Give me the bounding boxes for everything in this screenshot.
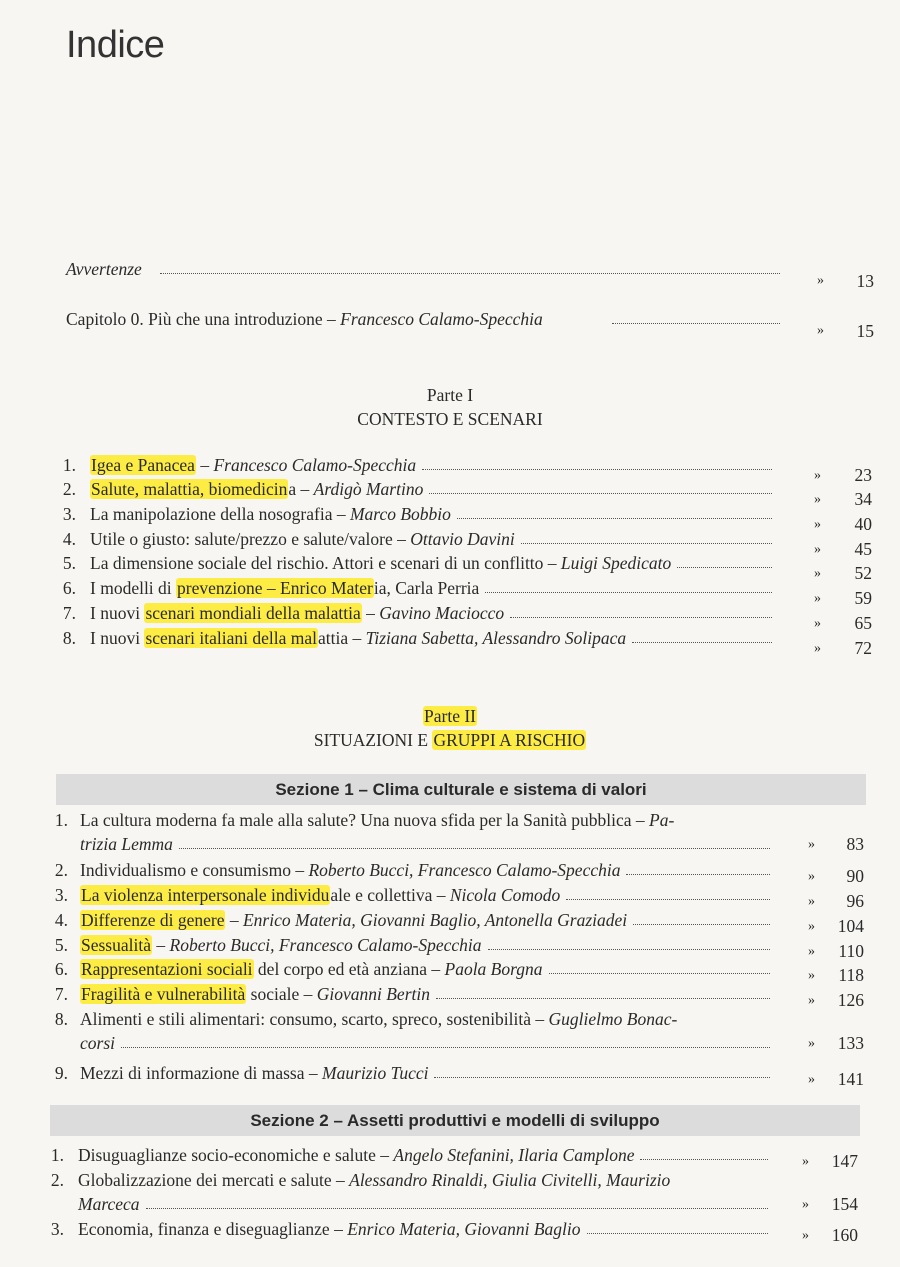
entry-title: Globalizzazione dei mercati e salute – bbox=[78, 1170, 350, 1190]
raquo: » bbox=[814, 468, 821, 483]
entry-author: Enrico Materia, Giovanni Baglio, Antonella Graziadei bbox=[242, 910, 628, 930]
entry-title-line-1 bbox=[80, 808, 674, 832]
entry-author: Nicola Comodo bbox=[449, 885, 561, 905]
entry-title: I nuovi bbox=[90, 603, 145, 623]
entry-author: Alessandro Rinaldi, Giulia Civitelli, Maurizio bbox=[349, 1170, 671, 1190]
entry-text-wrap bbox=[90, 477, 423, 501]
leader-dots bbox=[121, 1047, 770, 1048]
entry-text-wrap bbox=[90, 527, 515, 551]
entry-text-wrap bbox=[80, 982, 430, 1006]
entry-text: – bbox=[195, 455, 214, 475]
page-number: 141 bbox=[837, 1069, 864, 1089]
entry-number: 3. bbox=[62, 504, 76, 524]
entry-title: Individualismo e consumismo – bbox=[80, 860, 309, 880]
leader-dots bbox=[612, 323, 780, 324]
entry-highlighted-text: scenari mondiali della malattia bbox=[145, 603, 361, 623]
raquo: » bbox=[802, 1154, 809, 1169]
page-number: 160 bbox=[831, 1225, 858, 1245]
part-2-label: Parte II bbox=[424, 706, 476, 726]
page-number: 154 bbox=[831, 1194, 858, 1214]
entry-text-wrap bbox=[80, 858, 620, 882]
entry-text: sociale – bbox=[246, 984, 317, 1004]
page-number: 72 bbox=[854, 638, 872, 658]
entry-title: Avvertenze bbox=[66, 259, 142, 279]
entry-author: Marceca bbox=[78, 1194, 140, 1214]
raquo: » bbox=[814, 517, 821, 532]
page-number: 23 bbox=[854, 465, 872, 485]
toc-entry[interactable] bbox=[0, 1168, 900, 1214]
raquo: » bbox=[814, 492, 821, 507]
entry-text-wrap bbox=[90, 551, 671, 575]
entry-text: – bbox=[361, 603, 380, 623]
page-title: Indice bbox=[66, 24, 165, 66]
page-number: 110 bbox=[838, 941, 864, 961]
raquo: » bbox=[814, 566, 821, 581]
leader-dots bbox=[521, 543, 772, 544]
leader-dots bbox=[434, 1077, 770, 1078]
leader-dots bbox=[633, 924, 770, 925]
page-number: 15 bbox=[856, 321, 874, 341]
entry-title: I nuovi bbox=[90, 628, 145, 648]
raquo: » bbox=[814, 616, 821, 631]
toc-entry[interactable] bbox=[0, 601, 900, 633]
entry-highlighted-text: prevenzione – Enrico Mater bbox=[177, 578, 373, 598]
leader-dots bbox=[587, 1233, 768, 1234]
entry-highlighted-text: Rappresentazioni sociali bbox=[81, 959, 253, 979]
entry-text-wrap bbox=[90, 626, 626, 650]
toc-entry[interactable] bbox=[0, 808, 900, 854]
toc-entry[interactable] bbox=[0, 908, 900, 936]
leader-dots bbox=[146, 1208, 768, 1209]
toc-entry[interactable] bbox=[0, 1007, 900, 1053]
entry-author: Enrico Materia, Giovanni Baglio bbox=[347, 1219, 581, 1239]
toc-entry[interactable] bbox=[0, 576, 900, 608]
part-2-title: SITUAZIONI E GRUPPI A RISCHIO bbox=[313, 730, 586, 750]
entry-highlighted-text: Igea e Panacea bbox=[91, 455, 195, 475]
entry-number: 3. bbox=[50, 1219, 64, 1239]
entry-number: 7. bbox=[54, 984, 68, 1004]
page-number: 59 bbox=[854, 588, 872, 608]
entry-highlighted-text: La violenza interpersonale individu bbox=[81, 885, 330, 905]
entry-number: 7. bbox=[62, 603, 76, 623]
entry-highlighted-text: Fragilità e vulnerabilità bbox=[81, 984, 246, 1004]
leader-dots bbox=[640, 1159, 768, 1160]
entry-author: Giovanni Bertin bbox=[316, 984, 430, 1004]
page-number: 96 bbox=[846, 891, 864, 911]
page-number: 13 bbox=[856, 271, 874, 291]
page-number: 104 bbox=[837, 916, 864, 936]
raquo: » bbox=[808, 919, 815, 934]
entry-number: 1. bbox=[62, 455, 76, 475]
entry-text-wrap bbox=[78, 1143, 634, 1167]
entry-text-wrap bbox=[78, 1217, 581, 1241]
toc-entry[interactable] bbox=[0, 502, 900, 534]
entry-text: del corpo ed età anziana – bbox=[253, 959, 445, 979]
toc-entry[interactable] bbox=[0, 626, 900, 658]
entry-number: 3. bbox=[54, 885, 68, 905]
page-number: 133 bbox=[837, 1033, 864, 1053]
entry-author: Francesco Calamo-Specchia bbox=[340, 309, 543, 329]
raquo: » bbox=[817, 323, 824, 338]
raquo: » bbox=[808, 968, 815, 983]
entry-number: 1. bbox=[50, 1145, 64, 1165]
entry-author: Ardigò Martino bbox=[313, 479, 424, 499]
toc-entry[interactable] bbox=[0, 858, 900, 886]
leader-dots bbox=[626, 874, 770, 875]
entry-number: 5. bbox=[62, 553, 76, 573]
leader-dots bbox=[632, 642, 772, 643]
entry-author: Pa- bbox=[649, 810, 675, 830]
toc-entry[interactable] bbox=[0, 1143, 900, 1171]
raquo: » bbox=[802, 1228, 809, 1243]
entry-number: 8. bbox=[54, 1009, 68, 1029]
leader-dots bbox=[160, 273, 780, 274]
entry-text-wrap bbox=[90, 576, 479, 600]
entry-author: Angelo Stefanini, Ilaria Camplone bbox=[393, 1145, 635, 1165]
entry-number: 4. bbox=[54, 910, 68, 930]
entry-number: 4. bbox=[62, 529, 76, 549]
entry-title: Capitolo 0. Più che una introduzione – bbox=[66, 309, 341, 329]
entry-text-wrap bbox=[90, 453, 416, 477]
entry-title-line-1 bbox=[78, 1168, 670, 1192]
toc-entry[interactable] bbox=[0, 477, 900, 509]
entry-title: La dimensione sociale del rischio. Attori e scenari di un conflitto – bbox=[90, 553, 561, 573]
entry-text: a – bbox=[288, 479, 314, 499]
entry-title: Economia, finanza e diseguaglianze – bbox=[78, 1219, 348, 1239]
entry-author: Ottavio Davini bbox=[410, 529, 515, 549]
entry-number: 6. bbox=[62, 578, 76, 598]
toc-entry-capitolo-0[interactable] bbox=[0, 307, 900, 341]
toc-entry[interactable] bbox=[0, 551, 900, 583]
raquo: » bbox=[808, 837, 815, 852]
toc-entry[interactable] bbox=[0, 1061, 900, 1089]
leader-dots bbox=[457, 518, 772, 519]
page-number: 126 bbox=[837, 990, 864, 1010]
entry-title-line-2 bbox=[80, 832, 173, 856]
entry-title: I modelli di bbox=[90, 578, 177, 598]
entry-author: Guglielmo Bonac- bbox=[548, 1009, 678, 1029]
entry-number: 1. bbox=[54, 810, 68, 830]
raquo: » bbox=[808, 1036, 815, 1051]
entry-number: 2. bbox=[54, 860, 68, 880]
leader-dots bbox=[422, 469, 772, 470]
entry-highlighted-text: Differenze di genere bbox=[81, 910, 225, 930]
leader-dots bbox=[488, 949, 771, 950]
entry-number: 6. bbox=[54, 959, 68, 979]
page-number: 65 bbox=[854, 613, 872, 633]
leader-dots bbox=[549, 973, 770, 974]
toc-entry-avvertenze[interactable] bbox=[0, 257, 900, 291]
entry-text-wrap bbox=[80, 957, 543, 981]
leader-dots bbox=[179, 848, 770, 849]
raquo: » bbox=[802, 1197, 809, 1212]
entry-title: Mezzi di informazione di massa – bbox=[80, 1063, 323, 1083]
entry-text: – bbox=[152, 935, 170, 955]
entry-author: Francesco Calamo-Specchia bbox=[213, 455, 417, 475]
entry-number: 2. bbox=[62, 479, 76, 499]
entry-author: Gavino Maciocco bbox=[379, 603, 505, 623]
leader-dots bbox=[429, 493, 772, 494]
leader-dots bbox=[485, 592, 772, 593]
raquo: » bbox=[817, 273, 824, 288]
entry-number: 2. bbox=[50, 1170, 64, 1190]
toc-entry[interactable] bbox=[0, 957, 900, 985]
entry-text: – bbox=[225, 910, 243, 930]
toc-entry[interactable] bbox=[0, 527, 900, 559]
entry-title: Utile o giusto: salute/prezzo e salute/valore – bbox=[90, 529, 411, 549]
entry-title: La cultura moderna fa male alla salute? Una nuova sfida per la Sanità pubblica – bbox=[80, 810, 650, 830]
entry-author: trizia Lemma bbox=[80, 834, 173, 854]
entry-author: Marco Bobbio bbox=[349, 504, 451, 524]
toc-entry[interactable] bbox=[0, 883, 900, 911]
page-number: 90 bbox=[846, 866, 864, 886]
entry-author: Paola Borgna bbox=[444, 959, 543, 979]
entry-number: 9. bbox=[54, 1063, 68, 1083]
raquo: » bbox=[814, 641, 821, 656]
section-1-header: Sezione 1 – Clima culturale e sistema di valori bbox=[56, 774, 866, 805]
raquo: » bbox=[808, 993, 815, 1008]
entry-author: Maurizio Tucci bbox=[322, 1063, 429, 1083]
raquo: » bbox=[814, 591, 821, 606]
page-number: 52 bbox=[854, 563, 872, 583]
entry-text-wrap bbox=[80, 883, 560, 907]
leader-dots bbox=[510, 617, 772, 618]
entry-highlighted-text: Salute, malattia, biomedicin bbox=[91, 479, 288, 499]
entry-highlighted-text: Sessualità bbox=[81, 935, 151, 955]
raquo: » bbox=[808, 944, 815, 959]
entry-author: Luigi Spedicato bbox=[560, 553, 672, 573]
entry-text-wrap bbox=[90, 601, 504, 625]
entry-author: corsi bbox=[80, 1033, 115, 1053]
leader-dots bbox=[436, 998, 770, 999]
page-number: 118 bbox=[838, 965, 864, 985]
entry-text: ia, Carla Perria bbox=[373, 578, 480, 598]
entry-highlighted-text: scenari italiani della mal bbox=[145, 628, 317, 648]
section-2-header: Sezione 2 – Assetti produttivi e modelli di sviluppo bbox=[50, 1105, 860, 1136]
raquo: » bbox=[808, 869, 815, 884]
entry-author: Tiziana Sabetta, Alessandro Solipaca bbox=[365, 628, 627, 648]
entry-text-wrap bbox=[80, 933, 482, 957]
part-1-label: Parte I bbox=[426, 385, 474, 405]
entry-title-line-2 bbox=[80, 1031, 115, 1055]
toc-entry[interactable] bbox=[0, 453, 900, 485]
toc-entry[interactable] bbox=[0, 982, 900, 1010]
entry-text-wrap bbox=[80, 908, 627, 932]
entry-title-line-2 bbox=[78, 1192, 140, 1216]
toc-entry[interactable] bbox=[0, 1217, 900, 1245]
entry-text: ale e collettiva – bbox=[330, 885, 450, 905]
page-number: 40 bbox=[854, 514, 872, 534]
leader-dots bbox=[566, 899, 770, 900]
toc-entry[interactable] bbox=[0, 933, 900, 961]
entry-title: La manipolazione della nosografia – bbox=[90, 504, 350, 524]
raquo: » bbox=[808, 894, 815, 909]
page-number: 34 bbox=[854, 489, 872, 509]
entry-title-line-1 bbox=[80, 1007, 677, 1031]
entry-author: Roberto Bucci, Francesco Calamo-Specchia bbox=[169, 935, 482, 955]
entry-title: Alimenti e stili alimentari: consumo, scarto, spreco, sostenibilità – bbox=[80, 1009, 549, 1029]
raquo: » bbox=[808, 1072, 815, 1087]
entry-title: Disuguaglianze socio-economiche e salute – bbox=[78, 1145, 394, 1165]
part-1-title: CONTESTO E SCENARI bbox=[357, 409, 543, 429]
entry-author: Roberto Bucci, Francesco Calamo-Specchia bbox=[308, 860, 621, 880]
page-number: 45 bbox=[854, 539, 872, 559]
page-number: 147 bbox=[831, 1151, 858, 1171]
leader-dots bbox=[677, 567, 772, 568]
entry-number: 8. bbox=[62, 628, 76, 648]
entry-text-wrap bbox=[90, 502, 451, 526]
page-number: 83 bbox=[846, 834, 864, 854]
entry-text: attia – bbox=[317, 628, 366, 648]
entry-text-wrap bbox=[80, 1061, 428, 1085]
entry-number: 5. bbox=[54, 935, 68, 955]
raquo: » bbox=[814, 542, 821, 557]
